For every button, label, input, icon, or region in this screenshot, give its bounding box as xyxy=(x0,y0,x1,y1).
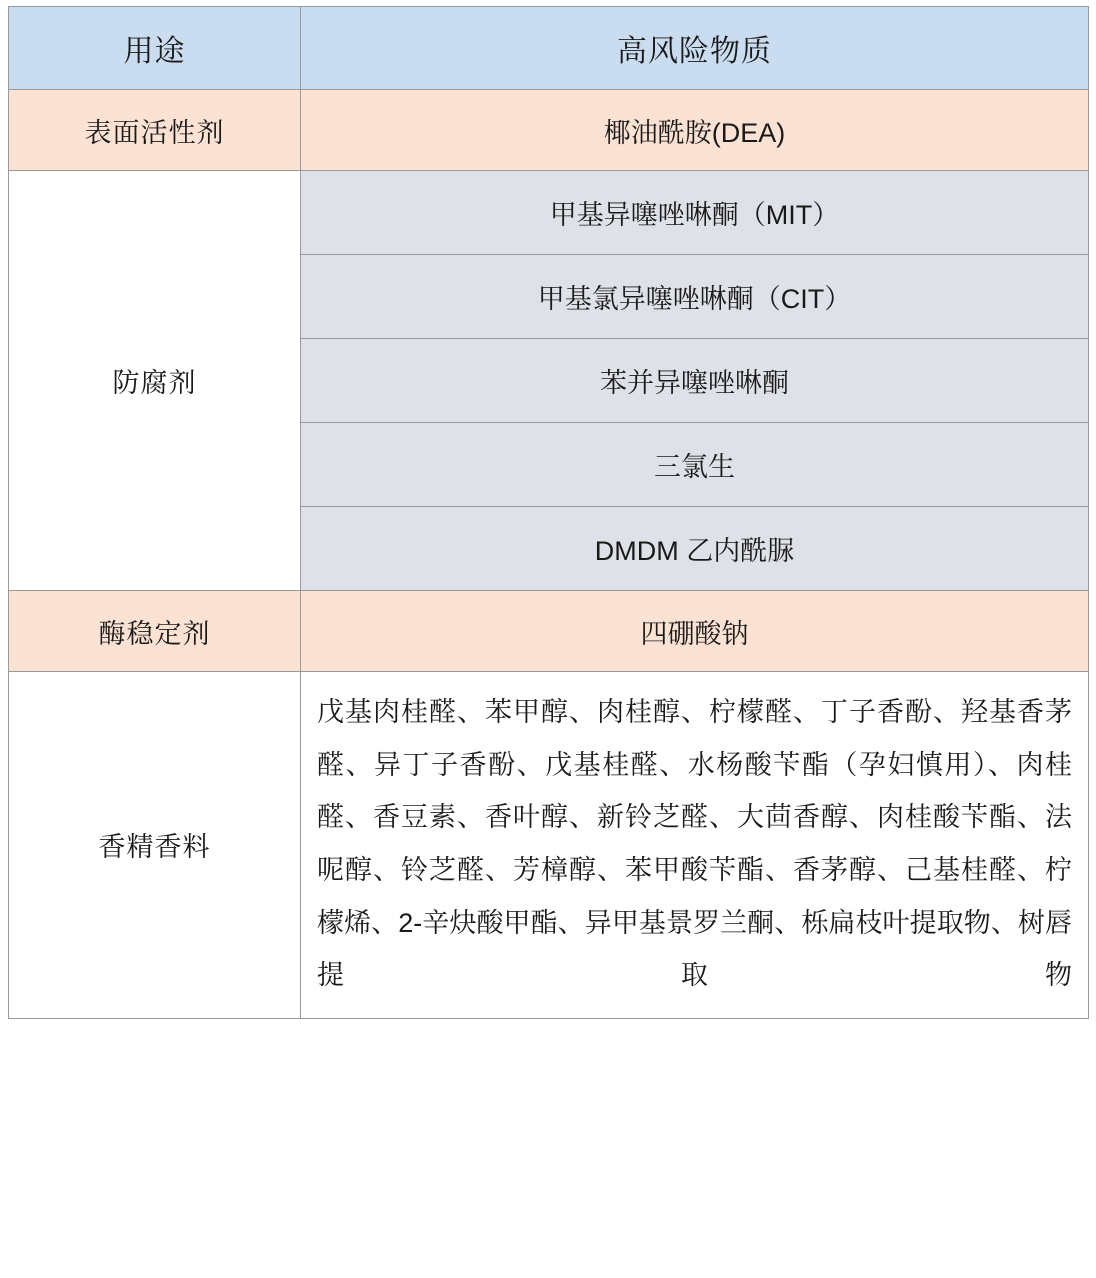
table-row xyxy=(9,672,1089,1019)
column-header-substance: 高风险物质 xyxy=(301,7,1089,90)
table-header-row xyxy=(9,7,1089,90)
substance-cell: 甲基异噻唑啉酮（MIT） xyxy=(301,171,1089,255)
substance-cell: 四硼酸钠 xyxy=(301,591,1089,672)
risk-substance-table xyxy=(8,6,1089,1019)
substance-cell: 苯并异噻唑啉酮 xyxy=(301,339,1089,423)
substance-cell-fragrance xyxy=(301,672,1089,1019)
category-enzyme-stabilizer: 酶稳定剂 xyxy=(9,591,301,672)
category-fragrance: 香精香料 xyxy=(9,672,301,1019)
table-row xyxy=(9,591,1089,672)
column-header-use: 用途 xyxy=(9,7,301,90)
substance-cell: DMDM 乙内酰脲 xyxy=(301,507,1089,591)
substance-cell: 椰油酰胺(DEA) xyxy=(301,90,1089,171)
category-surfactant: 表面活性剂 xyxy=(9,90,301,171)
table-row xyxy=(9,171,1089,255)
substance-cell: 三氯生 xyxy=(301,423,1089,507)
substance-cell: 甲基氯异噻唑啉酮（CIT） xyxy=(301,255,1089,339)
fragrance-substance-list: 戊基肉桂醛、苯甲醇、肉桂醇、柠檬醛、丁子香酚、羟基香茅醛、异丁子香酚、戊基桂醛、水杨酸苄酯（孕妇慎用）、肉桂醛、香豆素、香叶醇、新铃芝醛、大茴香醇、肉桂酸苄酯、法呢醇、铃芝醛、芳樟醇、苯甲酸苄酯、香茅醇、己基桂醛、柠檬烯、2-辛炔酸甲酯、异甲基景罗兰酮、栎扁枝叶提取物、树唇提取物 xyxy=(317,697,1072,991)
table-row xyxy=(9,90,1089,171)
category-preservative: 防腐剂 xyxy=(9,171,301,591)
